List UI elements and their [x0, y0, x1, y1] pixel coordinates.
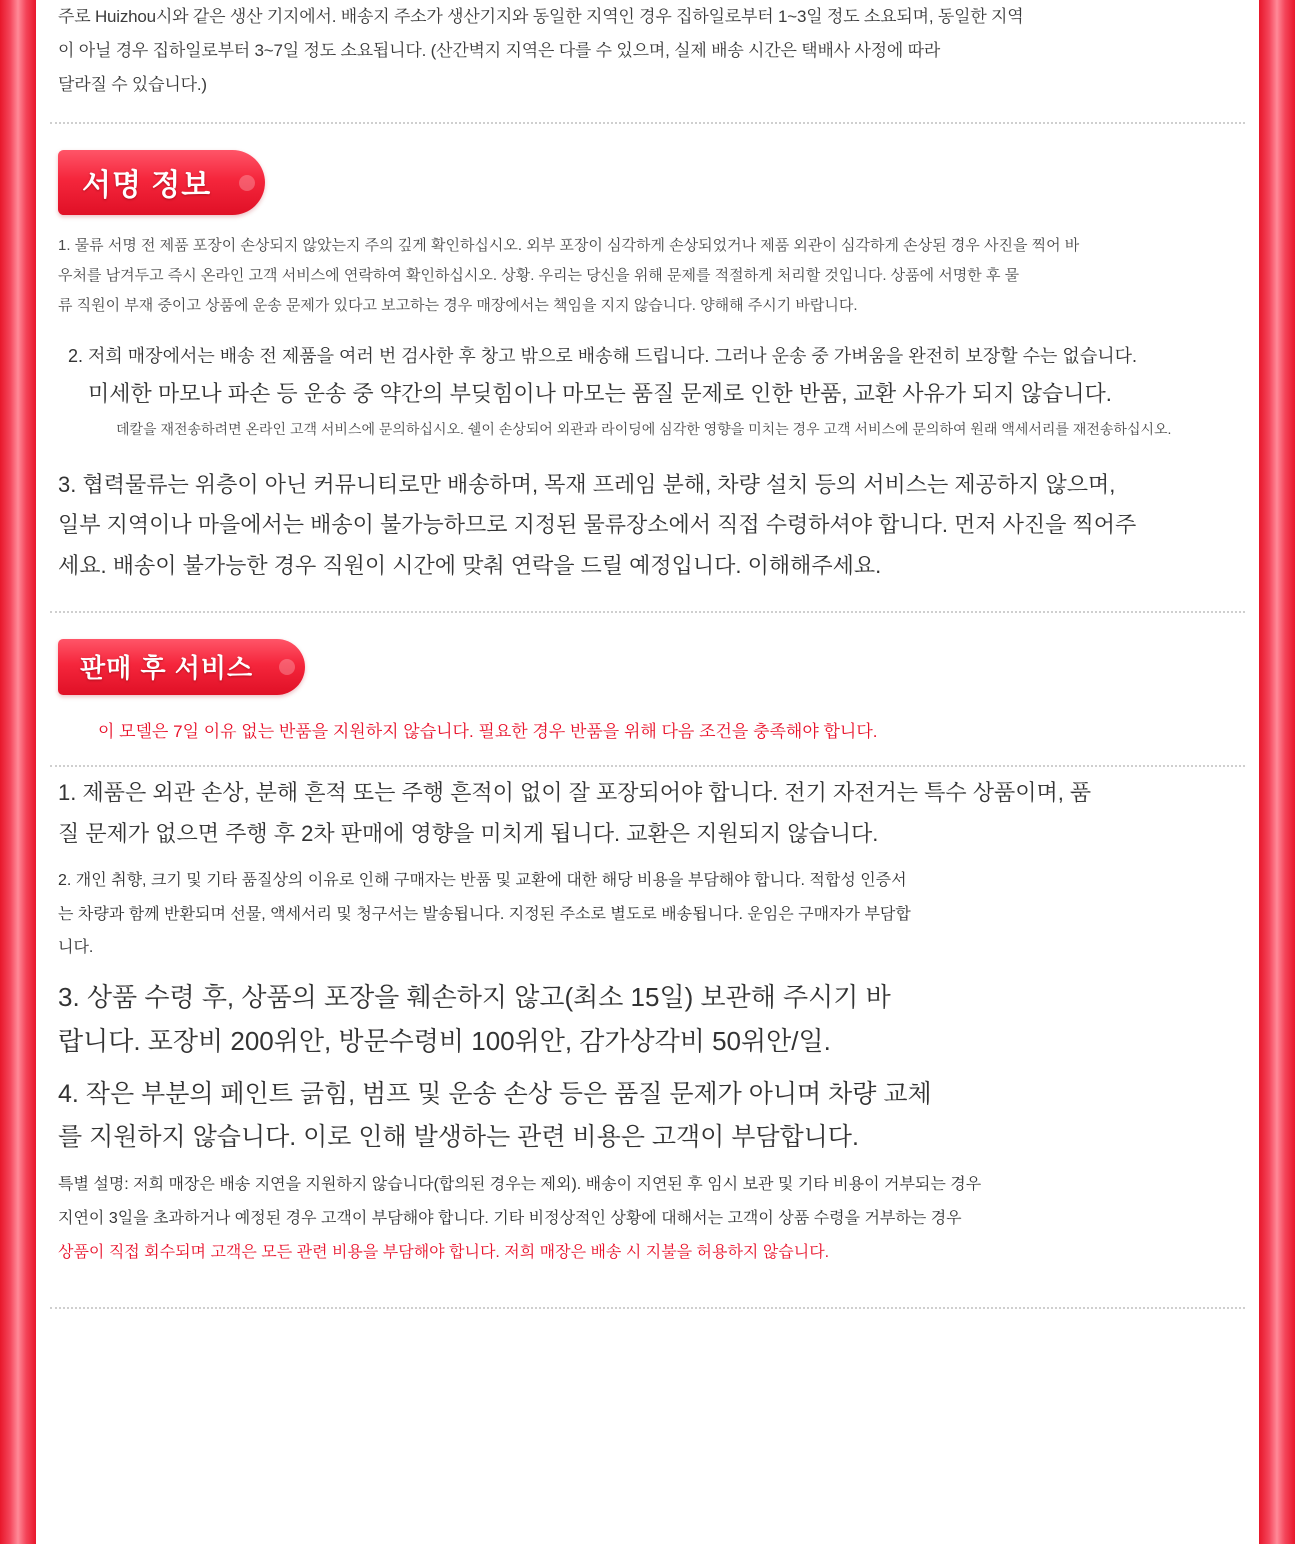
signature-item-3-line-3: 세요. 배송이 불가능한 경우 직원이 시간에 맞춰 연락을 드릴 예정입니다. 이해해주세요. — [58, 553, 882, 579]
shipping-time-line-1: 주로 Huizhou시와 같은 생산 기지에서. 배송지 주소가 생산기지와 동일한 지역인 경우 집하일로부터 1~3일 정도 소요되며, 동일한 지역 — [58, 7, 1024, 26]
document-content — [36, 0, 1259, 1329]
signature-item-2-note: 데칼을 재전송하려면 온라인 고객 서비스에 문의하십시오. 쉘이 손상되어 외관과 라이딩에 심각한 영향을 미치는 경우 고객 서비스에 문의하여 원래 액세서리를 재전송하십시오. — [116, 420, 1172, 437]
shipping-time-line-2: 이 아닐 경우 집하일로부터 3~7일 정도 소요됩니다. (산간벽지 지역은 다를 수 있으며, 실제 배송 시간은 택배사 사정에 따라 — [58, 41, 941, 60]
after-sales-red-notice: 이 모델은 7일 이유 없는 반품을 지원하지 않습니다. 필요한 경우 반품을 위해 다음 조건을 충족해야 합니다. — [98, 721, 878, 741]
after-sales-item-1-line-1: 1. 제품은 외관 손상, 분해 흔적 또는 주행 흔적이 없이 잘 포장되어야 합니다. 전기 자전거는 특수 상품이며, 품 — [58, 779, 1092, 805]
after-sales-item-1 — [58, 773, 1237, 854]
shipping-time-line-3: 달라질 수 있습니다.) — [58, 75, 207, 94]
signature-item-2-line-1: 2. 저희 매장에서는 배송 전 제품을 여러 번 검사한 후 창고 밖으로 배송해 드립니다. 그러나 운송 중 가벼움을 완전히 보장할 수는 없습니다. — [68, 346, 1137, 366]
after-sales-item-2-line-1: 2. 개인 취향, 크기 및 기타 품질상의 이유로 인해 구매자는 반품 및 교환에 대한 해당 비용을 부담해야 합니다. 적합성 인증서 — [58, 872, 907, 890]
after-sales-item-3-line-1: 3. 상품 수령 후, 상품의 포장을 훼손하지 않고(최소 15일) 보관해 주시기 바 — [58, 982, 891, 1012]
signature-section-title: 서명 정보 — [58, 150, 265, 215]
after-sales-item-4-line-2: 를 지원하지 않습니다. 이로 인해 발생하는 관련 비용은 고객이 부담합니다. — [58, 1122, 859, 1151]
after-sales-list — [36, 767, 1259, 1269]
after-sales-special-line-3: 상품이 직접 회수되며 고객은 모든 관련 비용을 부담해야 합니다. 저희 매장은 배송 시 지불을 허용하지 않습니다. — [58, 1243, 830, 1261]
signature-section-header — [36, 124, 1259, 225]
signature-item-3-line-1: 3. 협력물류는 위층이 아닌 커뮤니티로만 배송하며, 목재 프레임 분해, 차량 설치 등의 서비스는 제공하지 않으며, — [58, 471, 1116, 497]
after-sales-item-3-line-2: 랍니다. 포장비 200위안, 방문수령비 100위안, 감가상각비 50위안/일. — [58, 1026, 831, 1057]
after-sales-special-line-2: 지연이 3일을 초과하거나 예정된 경우 고객이 부담해야 합니다. 기타 비정상적인 상황에 대해서는 고객이 상품 수령을 거부하는 경우 — [58, 1209, 962, 1227]
after-sales-item-2-line-2: 는 차량과 함께 반환되며 선물, 액세서리 및 청구서는 발송됩니다. 지정된 주소로 별도로 배송됩니다. 운임은 구매자가 부담합 — [58, 905, 911, 923]
signature-item-2 — [36, 339, 1259, 461]
signature-item-1-line-1: 1. 물류 서명 전 제품 포장이 손상되지 않았는지 주의 깊게 확인하십시오. 외부 포장이 심각하게 손상되었거나 제품 외관이 심각하게 손상된 경우 사진을 찍어 바 — [58, 237, 1080, 254]
shipping-time-paragraph — [36, 0, 1259, 116]
after-sales-special-note — [58, 1168, 1237, 1269]
after-sales-item-2 — [58, 864, 1237, 965]
after-sales-section-header — [36, 613, 1259, 705]
after-sales-item-2-line-3: 니다. — [58, 939, 94, 957]
after-sales-item-4-line-1: 4. 작은 부분의 페인트 긁힘, 범프 및 운송 손상 등은 품질 문제가 아니며 차량 교체 — [58, 1080, 932, 1109]
signature-item-2-line-2: 미세한 마모나 파손 등 운송 중 약간의 부딪힘이나 마모는 품질 문제로 인한 반품, 교환 사유가 되지 않습니다. — [88, 381, 1112, 407]
signature-item-3-line-2: 일부 지역이나 마을에서는 배송이 불가능하므로 지정된 물류장소에서 직접 수령하셔야 합니다. 먼저 사진을 찍어주 — [58, 512, 1137, 538]
after-sales-item-3 — [58, 975, 1237, 1063]
signature-item-1 — [36, 225, 1259, 339]
after-sales-item-1-line-2: 질 문제가 없으면 주행 후 2차 판매에 영향을 미치게 됩니다. 교환은 지원되지 않습니다. — [58, 820, 879, 846]
after-sales-special-line-1: 특별 설명: 저희 매장은 배송 지연을 지원하지 않습니다(합의된 경우는 제외). 배송이 지연된 후 임시 보관 및 기타 비용이 거부되는 경우 — [58, 1176, 982, 1194]
signature-item-1-line-3: 류 직원이 부재 중이고 상품에 운송 문제가 있다고 보고하는 경우 매장에서는 책임을 지지 않습니다. 양해해 주시기 바랍니다. — [58, 297, 858, 314]
bottom-spacer-2 — [36, 1309, 1259, 1319]
after-sales-item-4 — [58, 1073, 1237, 1158]
signature-item-1-line-2: 우처를 남겨두고 즉시 온라인 고객 서비스에 연락하여 확인하십시오. 상황. 우리는 당신을 위해 문제를 적절하게 처리할 것입니다. 상품에 서명한 후 물 — [58, 267, 1020, 284]
bottom-spacer — [36, 1279, 1259, 1289]
signature-item-3 — [36, 461, 1259, 605]
after-sales-section-title: 판매 후 서비스 — [58, 639, 305, 695]
